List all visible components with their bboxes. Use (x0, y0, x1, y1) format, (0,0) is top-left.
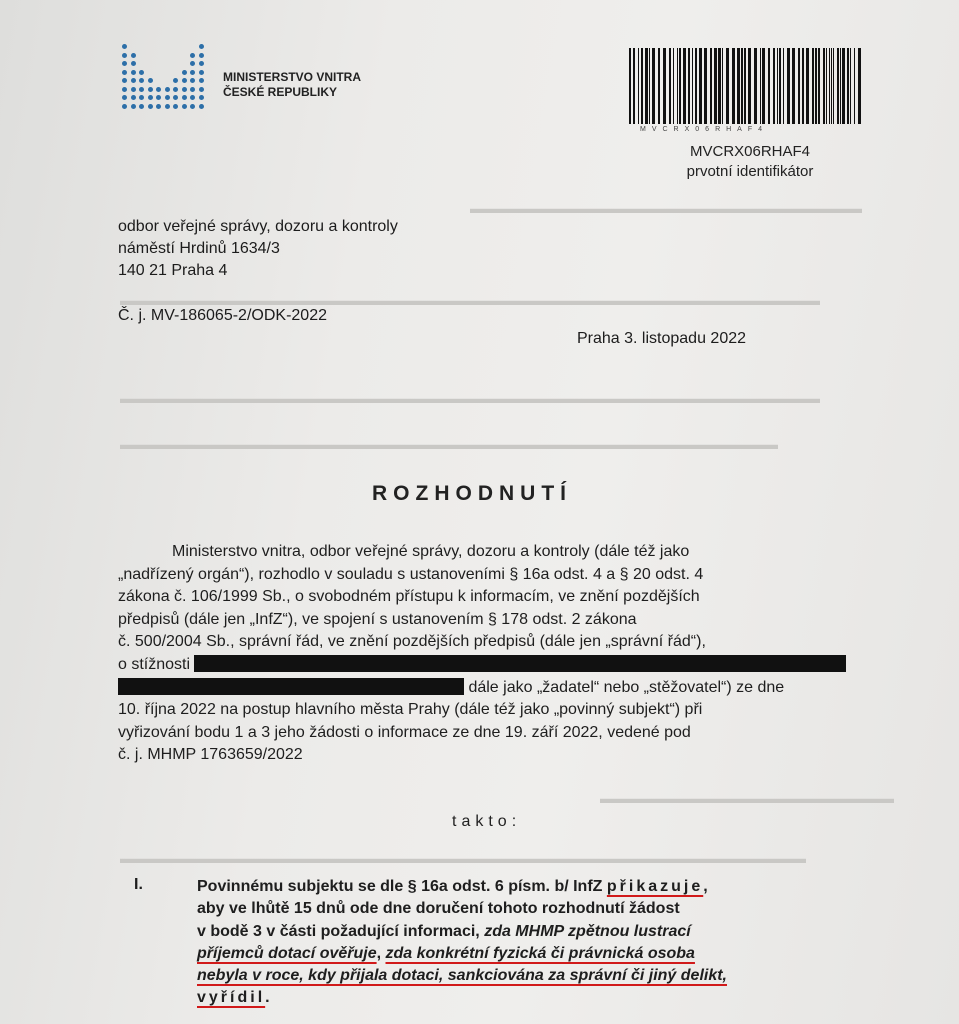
barcode-bar (777, 48, 778, 124)
logo-dot (139, 104, 144, 109)
logo-dot (165, 104, 170, 109)
barcode-bar (831, 48, 832, 124)
barcode (627, 48, 863, 130)
logo-dot (131, 87, 136, 92)
logo-dot (199, 53, 204, 58)
decision-text (197, 876, 883, 1010)
barcode-bar (688, 48, 690, 124)
ministry-name-line2: ČESKÉ REPUBLIKY (223, 85, 338, 99)
barcode-bar (840, 48, 841, 124)
body-line: 10. října 2022 na postup hlavního města Prahy (dále též jako „povinný subjekt“) při (118, 701, 703, 719)
decision-text-part: Povinnému subjektu se dle § 16a odst. 6 písm. b/ InfZ (197, 878, 607, 895)
logo-dot (199, 70, 204, 75)
barcode-bar (826, 48, 827, 124)
barcode-caption: MVCRX06RHAF4 (640, 126, 769, 133)
barcode-bar (818, 48, 820, 124)
decision-text-part: , (703, 878, 708, 895)
logo-dot (131, 61, 136, 66)
body-line: č. j. MHMP 1763659/2022 (118, 746, 303, 764)
identifier-code: MVCRX06RHAF4 (689, 143, 811, 160)
barcode-bar (787, 48, 790, 124)
logo-dot (182, 104, 187, 109)
barcode-bar (673, 48, 674, 124)
sender-line3: 140 21 Praha 4 (118, 262, 228, 279)
barcode-bar (718, 48, 721, 124)
decision-line (197, 987, 883, 1009)
logo-dot (122, 78, 127, 83)
logo-dot (148, 104, 153, 109)
decision-line-underlined: nebyla v roce, kdy přijala dotaci, sankciována za správní či jiný delikt, (197, 967, 727, 985)
decision-text-part: , (376, 944, 386, 962)
barcode-bar (858, 48, 861, 124)
decision-text-part: . (265, 989, 270, 1007)
body-line-text: o stížnosti (118, 655, 191, 673)
logo-dot (173, 95, 178, 100)
barcode-bar (737, 48, 740, 124)
underlined-resolved: vyřídil (197, 989, 266, 1007)
decision-line (197, 943, 883, 965)
body-line-redacted (118, 654, 880, 677)
barcode-bar (649, 48, 650, 124)
decision-line (197, 921, 883, 943)
barcode-bar (812, 48, 814, 124)
underlined-question-part: příjemců dotací ověřuje (197, 944, 377, 962)
barcode-bar (658, 48, 660, 124)
body-line-text: dále jako „žadatel“ nebo „stěžovatel“) ze dne (468, 678, 785, 696)
barcode-bar (683, 48, 686, 124)
body-line-redacted (118, 677, 880, 700)
redaction-bar (118, 678, 464, 695)
barcode-bar (638, 48, 639, 124)
logo-dot (156, 95, 161, 100)
logo-dot (190, 78, 195, 83)
barcode-bar (663, 48, 666, 124)
barcode-bar (695, 48, 697, 124)
logo-dot (131, 70, 136, 75)
logo-dot (173, 104, 178, 109)
barcode-bar (829, 48, 830, 124)
barcode-bar (842, 48, 845, 124)
bleed-through-text: ▬▬▬▬▬▬▬▬▬▬▬▬▬▬▬▬▬▬▬▬▬▬▬▬▬▬▬▬▬▬▬▬▬▬▬▬▬▬▬▬▬▬▬▬▬▬▬▬▬ (120, 850, 806, 866)
logo-dot (148, 95, 153, 100)
logo-dot (190, 104, 195, 109)
barcode-bar (802, 48, 804, 124)
logo-dot (199, 78, 204, 83)
decision-numeral: I. (134, 876, 143, 893)
body-line: Ministerstvo vnitra, odbor veřejné správy, dozoru a kontroly (dále též jako (172, 543, 690, 560)
logo-dot (122, 61, 127, 66)
barcode-bar (645, 48, 648, 124)
logo-dot (131, 53, 136, 58)
body-line: „nadřízený orgán“), rozhodlo v souladu s ustanoveními § 16a odst. 4 a § 20 odst. 4 (118, 565, 704, 583)
logo-dot (199, 61, 204, 66)
ministry-logo (122, 44, 210, 110)
barcode-bar (744, 48, 746, 124)
logo-dot (190, 53, 195, 58)
logo-dot (139, 87, 144, 92)
barcode-bar (652, 48, 655, 124)
logo-dot (165, 95, 170, 100)
logo-dot (131, 95, 136, 100)
redaction-bar (194, 655, 846, 672)
logo-dot (156, 87, 161, 92)
barcode-bar (798, 48, 800, 124)
barcode-bar (854, 48, 855, 124)
barcode-bar (679, 48, 681, 124)
bleed-through-text: ▬▬▬▬▬▬▬▬▬▬▬▬▬▬▬▬▬▬▬▬▬ (600, 790, 894, 806)
logo-dot (122, 87, 127, 92)
barcode-bar (722, 48, 723, 124)
logo-dot (190, 61, 195, 66)
logo-dot (122, 104, 127, 109)
barcode-bar (704, 48, 707, 124)
barcode-bar (641, 48, 643, 124)
barcode-bar (726, 48, 729, 124)
barcode-bar (692, 48, 693, 124)
body-line: předpisů (dále jen „InfZ“), ve spojení s ustanovením § 178 odst. 2 zákona (118, 610, 637, 628)
identifier-block (678, 142, 822, 182)
sender-line1: odbor veřejné správy, dozoru a kontroly (118, 218, 398, 235)
logo-dot (122, 44, 127, 49)
barcode-bar (779, 48, 781, 124)
barcode-bar (710, 48, 712, 124)
bleed-through-text: ▬▬▬▬▬▬▬▬▬▬▬▬▬▬▬▬▬▬▬▬▬▬▬▬▬▬▬▬▬▬▬▬▬▬▬▬▬▬▬▬▬▬▬▬▬▬▬▬▬▬ (120, 390, 820, 406)
bleed-through-text: ▬▬▬▬▬▬▬▬▬▬▬▬▬▬▬▬▬▬▬▬▬▬▬▬▬▬▬▬ (470, 200, 862, 216)
decision-text-part: v bodě 3 v části požadující informaci, (197, 922, 485, 940)
logo-dot (139, 70, 144, 75)
logo-dot (199, 104, 204, 109)
logo-dot (122, 53, 127, 58)
logo-dot (131, 78, 136, 83)
logo-dot (173, 78, 178, 83)
barcode-bar (754, 48, 757, 124)
barcode-bar (847, 48, 849, 124)
barcode-bar (850, 48, 851, 124)
barcode-bar (773, 48, 775, 124)
barcode-bar (833, 48, 834, 124)
logo-dot (122, 70, 127, 75)
barcode-bar (792, 48, 795, 124)
barcode-bar (732, 48, 735, 124)
decision-line (197, 876, 883, 898)
logo-dot (131, 104, 136, 109)
sender-line2: náměstí Hrdinů 1634/3 (118, 240, 280, 257)
logo-dot (199, 44, 204, 49)
logo-dot (156, 104, 161, 109)
ministry-name-line1: MINISTERSTVO VNITRA (223, 70, 362, 84)
barcode-bar (815, 48, 817, 124)
logo-dot (199, 87, 204, 92)
body-line: č. 500/2004 Sb., správní řád, ve znění pozdějších předpisů (dále jen „správní řád“), (118, 633, 706, 651)
barcode-bar (768, 48, 770, 124)
logo-dot (182, 95, 187, 100)
body-line: vyřizování bodu 1 a 3 jeho žádosti o informace ze dne 19. září 2022, vedené pod (118, 723, 691, 741)
logo-dot (199, 95, 204, 100)
barcode-bar (806, 48, 809, 124)
body-line: zákona č. 106/1999 Sb., o svobodném přístupu k informacím, ve znění pozdějších (118, 588, 700, 606)
barcode-bar (762, 48, 765, 124)
barcode-bar (699, 48, 702, 124)
logo-dot (139, 95, 144, 100)
barcode-bar (783, 48, 784, 124)
barcode-bar (677, 48, 678, 124)
logo-dot (173, 87, 178, 92)
ministry-name (223, 70, 361, 100)
takto-heading: takto: (452, 813, 522, 830)
logo-dot (190, 87, 195, 92)
logo-dot (190, 95, 195, 100)
barcode-bar (741, 48, 743, 124)
underlined-question-part: zda konkrétní fyzická či právnická osoba (385, 944, 695, 962)
logo-dot (139, 78, 144, 83)
logo-dot (148, 78, 153, 83)
barcode-bar (629, 48, 631, 124)
logo-dot (182, 87, 187, 92)
reference-number: Č. j. MV-186065-2/ODK-2022 (118, 307, 327, 324)
logo-dot (165, 87, 170, 92)
underlined-orders: přikazuje (606, 878, 704, 895)
decision-line: aby ve lhůtě 15 dnů ode dne doručení tohoto rozhodnutí žádost (197, 900, 680, 918)
logo-dot (122, 95, 127, 100)
logo-dot (182, 70, 187, 75)
barcode-bar (633, 48, 635, 124)
barcode-bar (714, 48, 717, 124)
identifier-label: prvotní identifikátor (686, 163, 814, 180)
barcode-bar (837, 48, 839, 124)
intro-paragraph (118, 541, 880, 767)
logo-dot (148, 87, 153, 92)
barcode-bar (760, 48, 761, 124)
document-title: ROZHODNUTÍ (372, 482, 572, 505)
barcode-bar (748, 48, 751, 124)
barcode-bar (823, 48, 825, 124)
logo-dot (190, 70, 195, 75)
logo-dot (182, 78, 187, 83)
italic-question-part: zda MHMP zpětnou lustrací (484, 922, 691, 940)
barcode-bar (669, 48, 671, 124)
bleed-through-text: ▬▬▬▬▬▬▬▬▬▬▬▬▬▬▬▬▬▬▬▬▬▬▬▬▬▬▬▬▬▬▬▬▬▬▬▬▬▬▬▬▬▬▬▬▬▬▬ (120, 436, 778, 452)
bleed-through-text: ▬▬▬▬▬▬▬▬▬▬▬▬▬▬▬▬▬▬▬▬▬▬▬▬▬▬▬▬▬▬▬▬▬▬▬▬▬▬▬▬▬▬▬▬▬▬▬▬▬▬ (120, 292, 820, 308)
date-place: Praha 3. listopadu 2022 (577, 330, 747, 347)
